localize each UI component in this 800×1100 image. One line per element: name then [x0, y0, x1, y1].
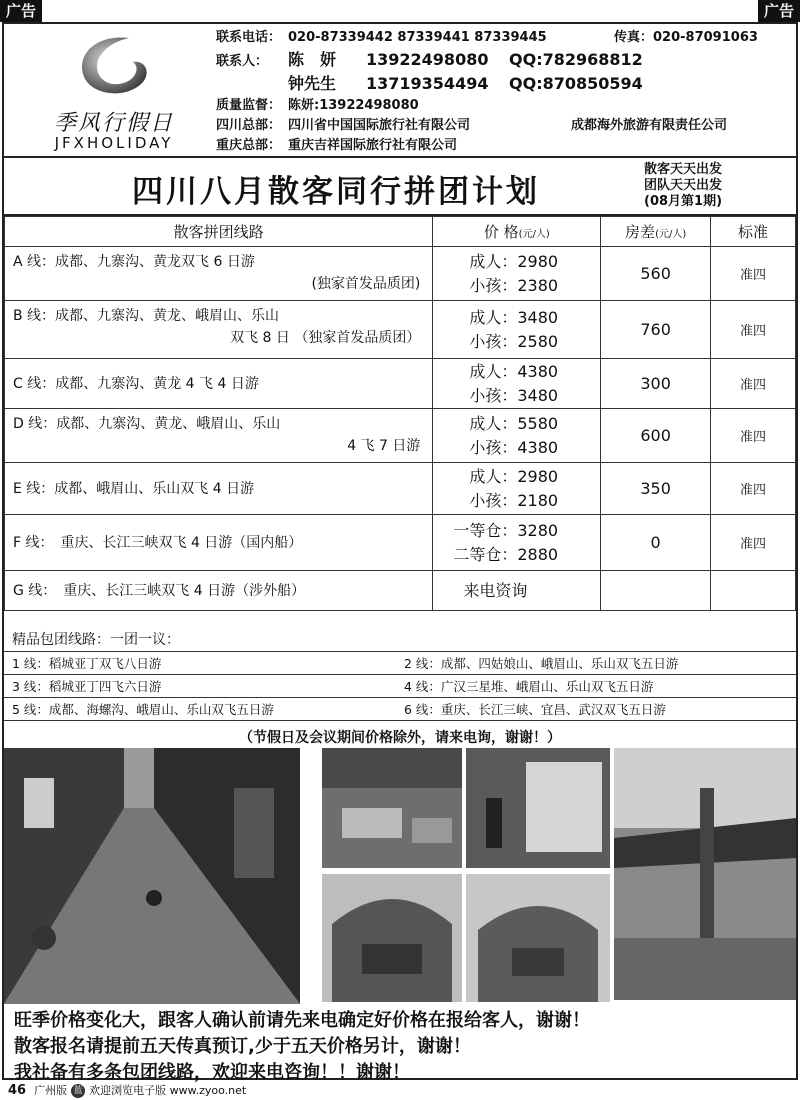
edition-label: 广州版	[34, 1084, 68, 1097]
package-route: 6 线：重庆、长江三峡、宜昌、武汉双飞五日游	[404, 702, 666, 717]
chongqing-agency: 重庆吉祥国际旅行社有限公司	[288, 138, 458, 153]
room-diff: 0	[601, 515, 711, 571]
page-title: 四川八月散客同行拼团计划	[132, 174, 540, 210]
chengdu-agency: 成都海外旅游有限责任公司	[571, 118, 728, 133]
route-note: 双飞 8 日 （独家首发品质团）	[230, 330, 421, 346]
website-link[interactable]: www.zyoo.net	[169, 1084, 247, 1097]
hotel-standard: 准四	[711, 359, 796, 409]
child-price: 小孩：4380	[469, 437, 559, 457]
package-title: 精品包团线路：一团一议：	[4, 628, 796, 652]
ad-frame	[2, 22, 798, 1083]
logo-swirl-icon	[69, 32, 159, 102]
first-class-price: 一等仓：3280	[453, 520, 559, 540]
table-header	[5, 217, 796, 247]
table-row	[5, 463, 796, 515]
route-name: G 线： 重庆、长江三峡双飞 4 日游（涉外船）	[5, 571, 433, 611]
contact-block	[216, 28, 791, 156]
route-name: C 线：成都、九寨沟、黄龙 4 飞 4 日游	[13, 375, 259, 392]
package-route: 4 线：广汉三星堆、峨眉山、乐山双飞五日游	[404, 679, 654, 694]
diff-unit: (元/人)	[655, 229, 687, 240]
fax-label: 传真：	[614, 30, 654, 45]
phone-numbers: 020-87339442 87339441 87339445	[288, 30, 547, 45]
carved-gate-photo	[322, 874, 462, 1002]
route-name: F 线： 重庆、长江三峡双飞 4 日游（国内船）	[13, 534, 303, 551]
room-diff: 300	[601, 359, 711, 409]
room-diff: 760	[601, 301, 711, 359]
tree-courtyard-photo	[614, 748, 796, 1000]
ad-label-left: 广告	[0, 0, 42, 22]
table-row	[5, 247, 796, 301]
hotel-standard: 准四	[711, 463, 796, 515]
contact-qq: QQ:870850594	[509, 74, 643, 93]
welcome-text: 欢迎浏览电子版	[89, 1084, 167, 1097]
adult-price: 成人：3480	[469, 307, 559, 327]
route-note: (独家首发品质团)	[311, 276, 421, 292]
contact-mobile: 13719354494	[366, 74, 489, 93]
room-diff: 350	[601, 463, 711, 515]
call-for-price: 来电资询	[433, 571, 601, 611]
ad-label-right: 广告	[758, 0, 800, 22]
list-item	[4, 698, 796, 721]
fax-number: 020-87091063	[653, 30, 758, 45]
package-section	[4, 628, 796, 755]
departure-info	[644, 162, 722, 210]
contact-label: 联系人：	[216, 54, 269, 69]
sichuan-label: 四川总部：	[216, 118, 282, 133]
logo-chinese-name: 季风行假日	[53, 111, 174, 136]
phone-label: 联系电话：	[216, 30, 282, 45]
logo	[24, 30, 204, 154]
child-price: 小孩：2180	[469, 490, 559, 510]
package-route: 5 线：成都、海螺沟、峨眉山、乐山双飞五日游	[12, 702, 274, 717]
notice-line: 散客报名请提前五天传真预订,少于五天价格另计，谢谢！	[14, 1036, 471, 1057]
notice-line: 我社备有多条包团线路，欢迎来电咨询！！谢谢！	[14, 1062, 410, 1083]
package-route: 2 线：成都、四姑娘山、峨眉山、乐山双飞五日游	[404, 656, 679, 671]
contact-mobile: 13922498080	[366, 50, 489, 69]
notice-line: 旺季价格变化大，跟客人确认前请先来电确定好价格在报给客人，谢谢！	[14, 1010, 590, 1031]
route-name: E 线：成都、峨眉山、乐山双飞 4 日游	[13, 480, 255, 497]
adult-price: 成人：4380	[469, 361, 559, 381]
package-route: 1 线：稻城亚丁双飞八日游	[12, 656, 162, 671]
adult-price: 成人：2980	[469, 251, 559, 271]
carved-arch-photo	[466, 874, 610, 1002]
route-name: D 线：成都、九寨沟、黄龙、峨眉山、乐山	[13, 416, 281, 432]
hotel-standard: 准四	[711, 247, 796, 301]
package-route: 3 线：稻城亚丁四飞六日游	[12, 679, 162, 694]
child-price: 小孩：3480	[469, 385, 559, 405]
badge-icon: 蓝	[71, 1084, 85, 1098]
table-row	[5, 515, 796, 571]
header-route: 散客拼团线路	[5, 217, 433, 247]
sichuan-agency: 四川省中国国际旅行社有限公司	[288, 118, 471, 133]
route-table	[4, 216, 796, 611]
list-item	[4, 652, 796, 675]
route-name: B 线：成都、九寨沟、黄龙、峨眉山、乐山	[13, 308, 280, 324]
header	[4, 24, 796, 158]
notice-block	[4, 1008, 796, 1086]
departure-daily: 散客天天出发	[644, 162, 723, 177]
contact-name: 钟先生	[288, 74, 337, 93]
quality-contact: 陈妍:13922498080	[288, 98, 419, 113]
price-unit: (元/人)	[518, 229, 550, 240]
title-row	[4, 160, 796, 216]
room-diff: 560	[601, 247, 711, 301]
header-standard: 标准	[711, 217, 796, 247]
wall-display-photo	[466, 748, 610, 868]
group-daily: 团队天天出发	[644, 178, 723, 193]
table-row	[5, 359, 796, 409]
holiday-note: （节假日及会议期间价格除外，请来电询，谢谢！）	[239, 730, 561, 746]
room-diff: 600	[601, 409, 711, 463]
street-photo	[4, 748, 300, 1004]
contact-qq: QQ:782968812	[509, 50, 643, 69]
child-price: 小孩：2580	[469, 331, 559, 351]
adult-price: 成人：5580	[469, 413, 559, 433]
chongqing-label: 重庆总部：	[216, 138, 282, 153]
contact-name: 陈 妍	[288, 50, 337, 69]
table-row	[5, 409, 796, 463]
header-room-diff: 房差(元/人)	[601, 217, 711, 247]
route-name: A 线：成都、九寨沟、黄龙双飞 6 日游	[13, 254, 255, 270]
route-note: 4 飞 7 日游	[347, 438, 421, 454]
second-class-price: 二等仓：2880	[453, 544, 559, 564]
table-row	[5, 571, 796, 611]
logo-english-name: JFXHOLIDAY	[54, 134, 174, 152]
child-price: 小孩：2380	[469, 275, 559, 295]
adult-price: 成人：2980	[469, 466, 559, 486]
hotel-standard: 准四	[711, 515, 796, 571]
quality-label: 质量监督：	[216, 98, 282, 113]
photo-collage	[4, 748, 796, 1004]
header-price: 价 格(元/人)	[433, 217, 601, 247]
issue-number: (08月第1期)	[644, 194, 723, 209]
list-item	[4, 675, 796, 698]
page-footer	[0, 1082, 800, 1100]
hotel-standard: 准四	[711, 409, 796, 463]
teahouse-photo	[322, 748, 462, 868]
page-number: 46	[8, 1083, 27, 1098]
table-row	[5, 301, 796, 359]
hotel-standard: 准四	[711, 301, 796, 359]
